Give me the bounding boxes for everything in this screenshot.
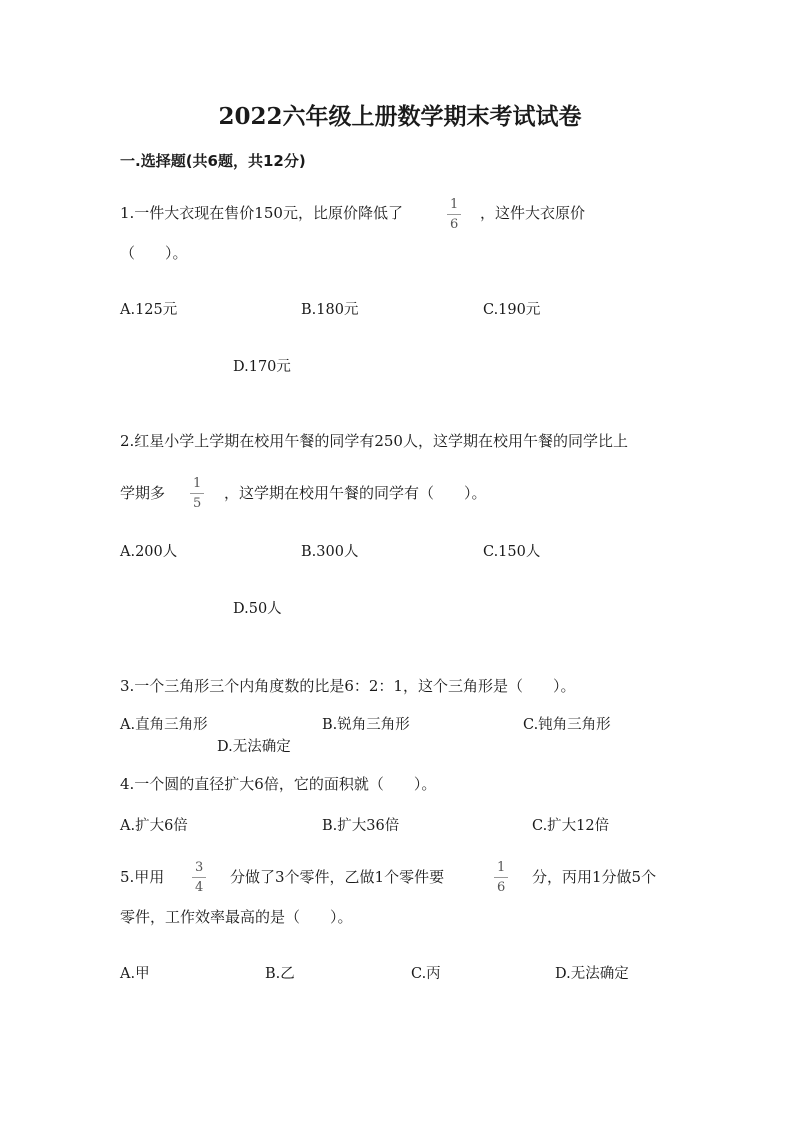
question-5-option-a: A.甲 <box>120 966 150 982</box>
question-2-option-d: D.50人 <box>233 601 282 617</box>
question-4-text: 4.一个圆的直径扩大6倍，它的面积就（ ）。 <box>120 775 437 793</box>
fraction-numerator: 1 <box>494 861 508 878</box>
question-4-option-b: B.扩大36倍 <box>322 818 400 834</box>
section-heading: 一.选择题(共6题，共12分) <box>120 152 306 170</box>
question-5-text-line2: 零件，工作效率最高的是（ ）。 <box>120 908 353 926</box>
fraction-numerator: 3 <box>192 861 206 878</box>
question-3-text: 3.一个三角形三个内角度数的比是6：2：1，这个三角形是（ ）。 <box>120 677 576 695</box>
fraction-denominator: 4 <box>195 880 204 895</box>
question-1-option-c: C.190元 <box>483 302 541 318</box>
question-1-fraction <box>447 198 461 231</box>
question-4-option-c: C.扩大12倍 <box>532 818 610 834</box>
question-3-option-b: B.锐角三角形 <box>322 717 410 733</box>
question-5-option-b: B.乙 <box>265 966 295 982</box>
question-2-option-b: B.300人 <box>301 544 359 560</box>
question-5-fraction-b <box>494 861 508 894</box>
question-2-text-before: 学期多 <box>120 484 166 502</box>
question-3-option-c: C.钝角三角形 <box>523 717 611 733</box>
fraction-numerator: 1 <box>447 198 461 215</box>
fraction-denominator: 6 <box>450 217 459 232</box>
question-2-option-c: C.150人 <box>483 544 541 560</box>
page-title: 2022六年级上册数学期末考试试卷 <box>218 103 582 130</box>
fraction-denominator: 5 <box>193 496 202 511</box>
fraction-numerator: 1 <box>190 477 204 494</box>
question-1-blank: （ ）。 <box>120 244 188 262</box>
question-2-text-after: ，这学期在校用午餐的同学有（ ）。 <box>224 484 487 502</box>
question-2-option-a: A.200人 <box>120 544 178 560</box>
question-5-text-c: 分，丙用1分做5个 <box>532 868 657 886</box>
question-5-fraction-a <box>192 861 206 894</box>
question-1-text: 1.一件大衣现在售价150元，比原价降低了 <box>120 204 403 222</box>
question-1-text-after: ，这件大衣原价 <box>480 204 586 222</box>
question-3-option-d: D.无法确定 <box>217 739 291 755</box>
question-5-text-a: 5.甲用 <box>120 868 165 886</box>
question-5-text-b: 分做了3个零件，乙做1个零件要 <box>230 868 445 886</box>
fraction-denominator: 6 <box>497 880 506 895</box>
question-3-option-a: A.直角三角形 <box>120 717 208 733</box>
question-5-option-d: D.无法确定 <box>555 966 629 982</box>
question-4-option-a: A.扩大6倍 <box>120 818 188 834</box>
question-1-option-b: B.180元 <box>301 302 359 318</box>
question-2-fraction <box>190 477 204 510</box>
question-2-text: 2.红星小学上学期在校用午餐的同学有250人，这学期在校用午餐的同学比上 <box>120 432 628 450</box>
question-1-option-d: D.170元 <box>233 359 291 375</box>
question-1-option-a: A.125元 <box>120 302 178 318</box>
question-5-option-c: C.丙 <box>411 966 441 982</box>
